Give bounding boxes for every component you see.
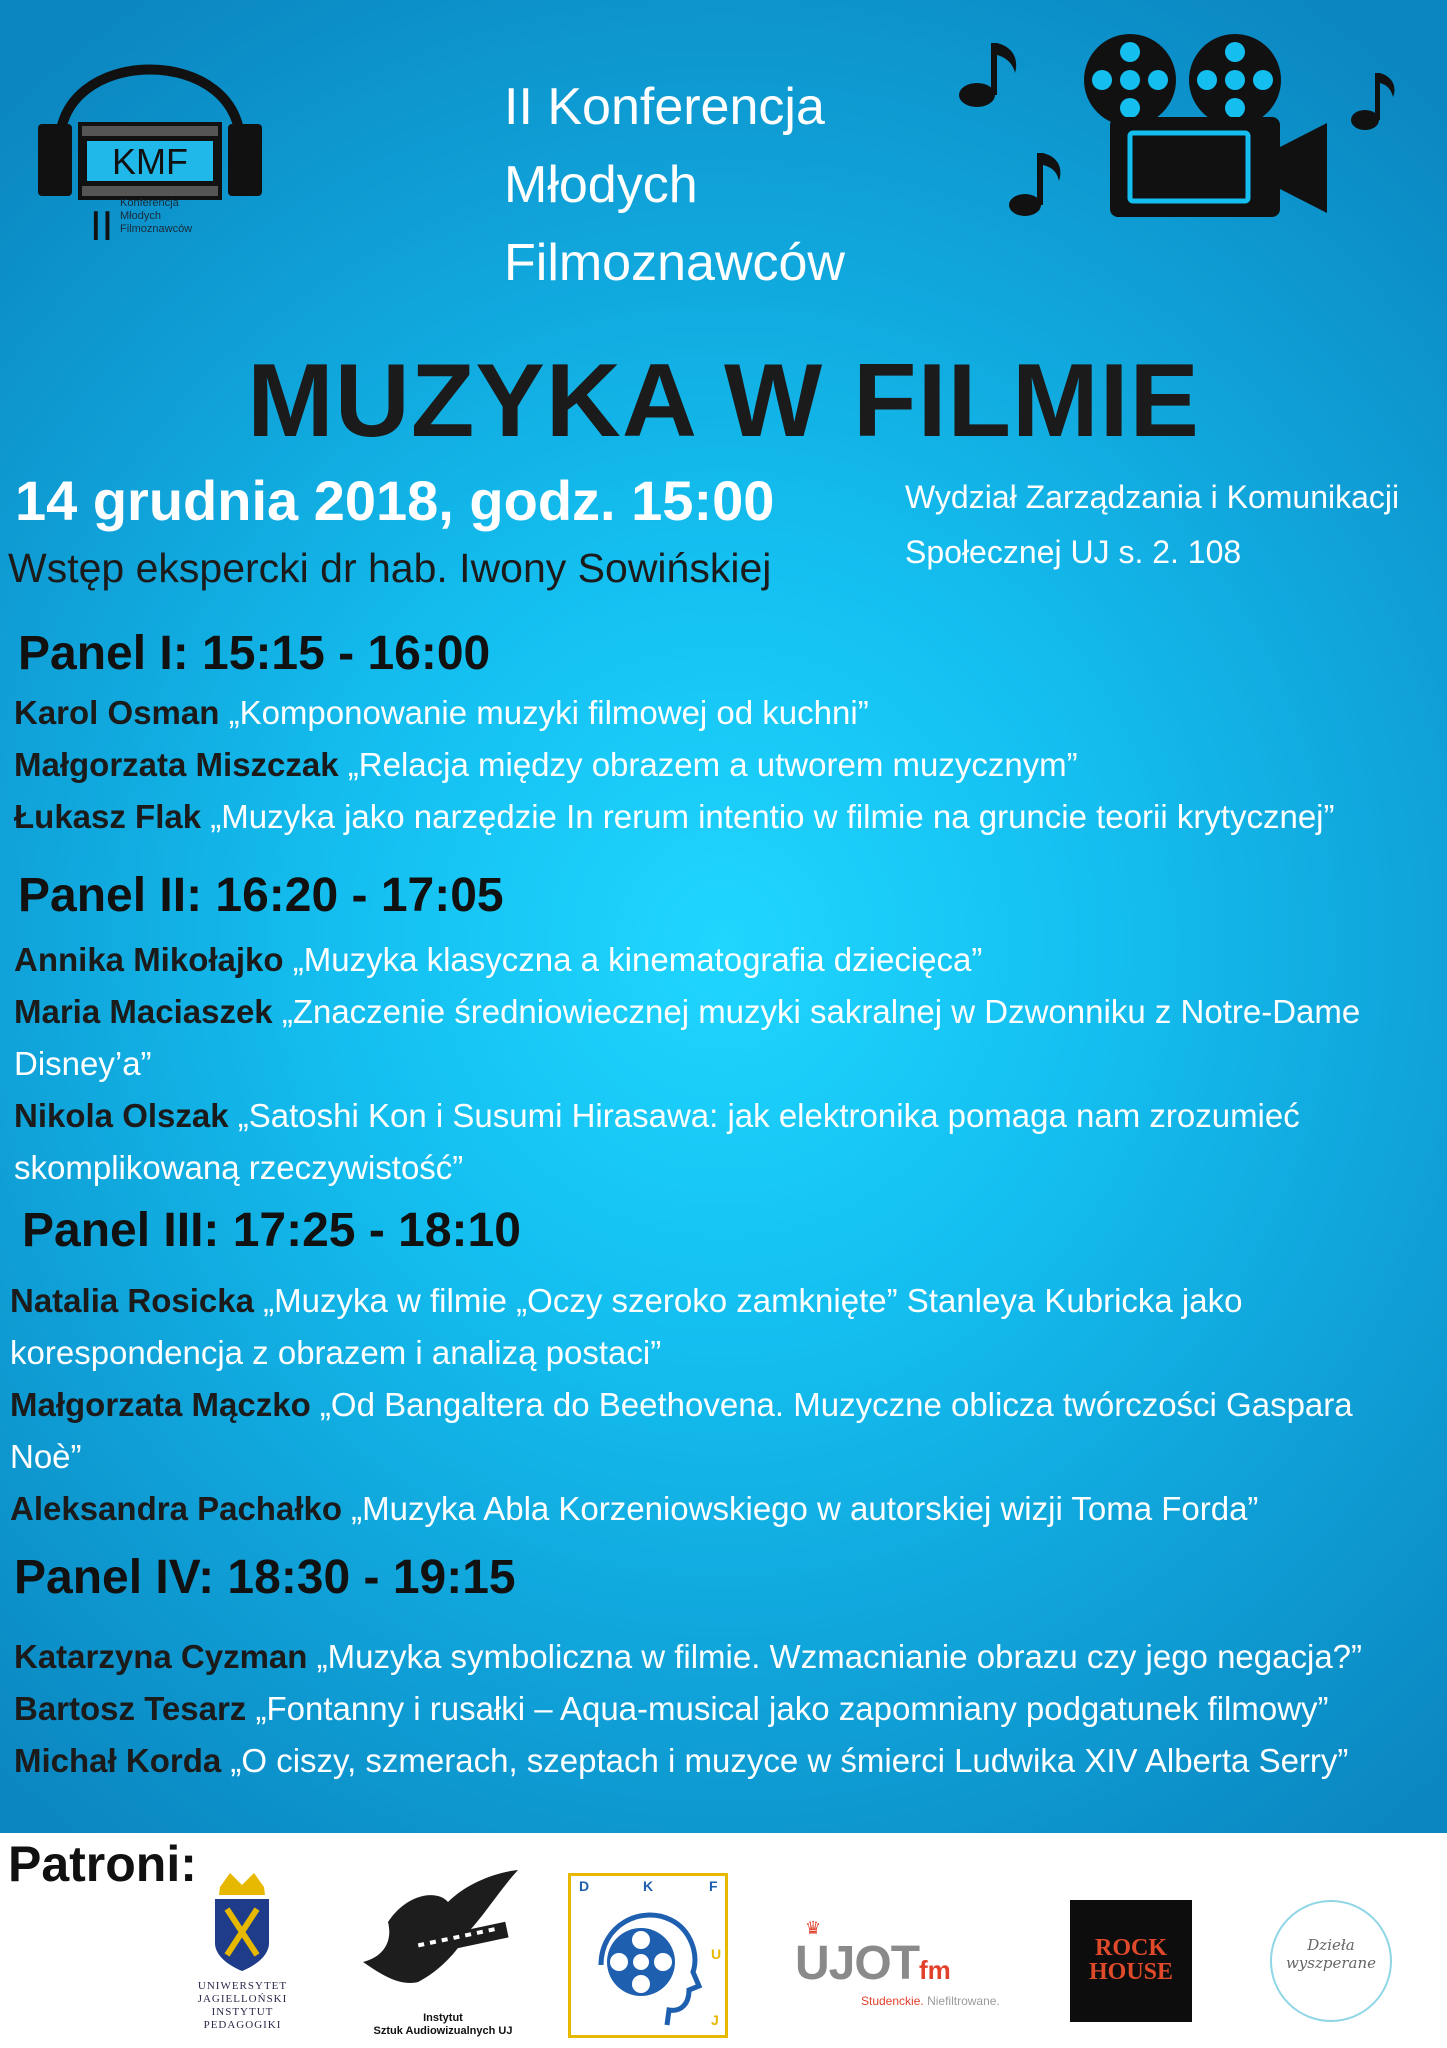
uj-line: INSTYTUT [211,2006,274,2018]
music-note-icon [1351,73,1394,130]
speaker-name: Łukasz Flak [14,798,202,835]
dkf-letter: D [579,1878,590,1894]
main-title: MUZYKA W FILMIE [247,343,1200,459]
conference-name-line: Młodych [504,156,698,214]
dkf-letter: U [711,1946,722,1962]
uj-line: JAGIELLOŃSKI [197,1993,288,2005]
talk-title: „Od Bangaltera do Beethovena. Muzyczne oblicza twórczości Gaspara Noè” [10,1386,1353,1475]
talk-item [14,986,1394,1090]
speaker-name: Katarzyna Cyzman [14,1638,308,1675]
kmf-sub-line: Konferencja [120,197,179,209]
talk-item [10,1275,1270,1379]
dziela-line: Dzieła [1307,1936,1355,1954]
rock-house-line: HOUSE [1088,1959,1174,1985]
conference-name-line: Filmoznawców [504,234,845,292]
venue-line: Społecznej UJ s. 2. 108 [905,534,1242,570]
panel-heading: Panel I: 15:15 - 16:00 [18,627,491,680]
talk-item [14,739,1414,791]
dziela-wyszperane-logo [1270,1900,1392,2022]
rock-house-logo [1070,1900,1192,2022]
music-note-icon [959,43,1016,107]
kmf-abbr: KMF [112,141,188,182]
speaker-name: Natalia Rosicka [10,1282,254,1319]
uj-line: UNIWERSYTET [197,1980,288,1992]
speaker-name: Karol Osman [14,694,220,731]
patrons-label: Patroni: [8,1836,197,1892]
talk-item [14,1090,1354,1194]
ujot-fm-logo [795,1918,1025,2013]
talk-item [14,934,1414,986]
isa-line: Instytut [423,2012,463,2024]
speaker-name: Nikola Olszak [14,1097,229,1134]
event-date: 14 grudnia 2018, godz. 15:00 [15,469,775,532]
crown-icon: ♛ [805,1918,822,1938]
talk-item [14,1735,1414,1787]
talk-title: „Relacja między obrazem a utworem muzycznym” [347,746,1078,783]
talk-title: „Muzyka klasyczna a kinematografia dziecięca” [292,941,983,978]
music-note-icon [1009,153,1060,216]
bird-film-icon [358,1862,528,2007]
dziela-line: wyszperane [1285,1954,1377,1972]
speaker-name: Aleksandra Pachałko [10,1490,342,1527]
film-reel-head-icon [581,1900,706,2030]
panel-heading: Panel IV: 18:30 - 19:15 [14,1551,516,1604]
isa-uj-logo [358,1862,528,2042]
uj-pedagogy-logo [185,1865,300,2045]
kmf-sub-line: Filmoznawców [120,223,193,235]
venue-line: Wydział Zarządzania i Komunikacji [905,479,1400,515]
talk-item [14,687,1414,739]
talk-item [14,791,1414,843]
dkf-uj-logo [568,1873,728,2038]
ujot-tagline: Studenckie. [861,1994,924,2008]
speaker-name: Małgorzata Miszczak [14,746,339,783]
panel-heading: Panel II: 16:20 - 17:05 [18,869,504,922]
projector-notes-decoration [955,25,1395,230]
ujot-tagline: Niefiltrowane. [927,1994,1000,2008]
dkf-letter: K [643,1878,654,1894]
conference-name [504,68,845,302]
uj-crest-icon [185,1865,300,1975]
talk-item [10,1483,1410,1535]
conference-name-line: II Konferencja [504,78,825,136]
ujot-name: UJOT [795,1937,920,1990]
kmf-sub-line: Młodych [120,210,161,222]
uj-line: PEDAGOGIKI [203,2019,282,2031]
venue [905,470,1399,580]
expert-intro: Wstęp ekspercki dr hab. Iwony Sowińskiej [8,545,772,591]
talk-title: „Komponowanie muzyki filmowej od kuchni” [228,694,869,731]
talk-title: „Muzyka jako narzędzie In rerum intentio w filmie na gruncie teorii krytycznej” [210,798,1335,835]
dkf-letter: F [709,1878,718,1894]
speaker-name: Michał Korda [14,1742,222,1779]
speaker-name: Maria Maciaszek [14,993,273,1030]
kmf-logo-subtitle [120,197,192,236]
talk-item [14,1683,1414,1735]
talk-title: „Satoshi Kon i Susumi Hirasawa: jak elektronika pomaga nam zrozumieć skomplikowaną rzeczywistość” [14,1097,1300,1186]
talk-title: „Muzyka w filmie „Oczy szeroko zamknięte” Stanleya Kubricka jako korespondencja z obrazem i analizą postaci” [10,1282,1243,1371]
speaker-name: Annika Mikołajko [14,941,284,978]
talk-title: „Znaczenie średniowiecznej muzyki sakralnej w Dzwonniku z Notre-Dame Disney’a” [14,993,1361,1082]
dkf-letter: J [711,2012,719,2028]
speaker-name: Bartosz Tesarz [14,1690,247,1727]
speaker-name: Małgorzata Mączko [10,1386,311,1423]
talk-title: „Muzyka Abla Korzeniowskiego w autorskiej wizji Toma Forda” [351,1490,1259,1527]
talk-title: „O ciszy, szmerach, szeptach i muzyce w śmierci Ludwika XIV Alberta Serry” [230,1742,1349,1779]
panel-heading: Panel III: 17:25 - 18:10 [22,1204,521,1257]
kmf-numeral: II [90,202,114,249]
talk-title: „Fontanny i rusałki – Aqua-musical jako zapomniany podgatunek filmowy” [255,1690,1329,1727]
ujot-suffix: fm [919,1955,951,1985]
talk-title: „Muzyka symboliczna w filmie. Wzmacnianie obrazu czy jego negacja?” [316,1638,1363,1675]
film-projector-icon [1084,34,1327,217]
talk-item [14,1631,1414,1683]
rock-house-line: ROCK [1095,1935,1167,1961]
isa-line: Sztuk Audiowizualnych UJ [373,2025,513,2037]
talk-item [10,1379,1370,1483]
